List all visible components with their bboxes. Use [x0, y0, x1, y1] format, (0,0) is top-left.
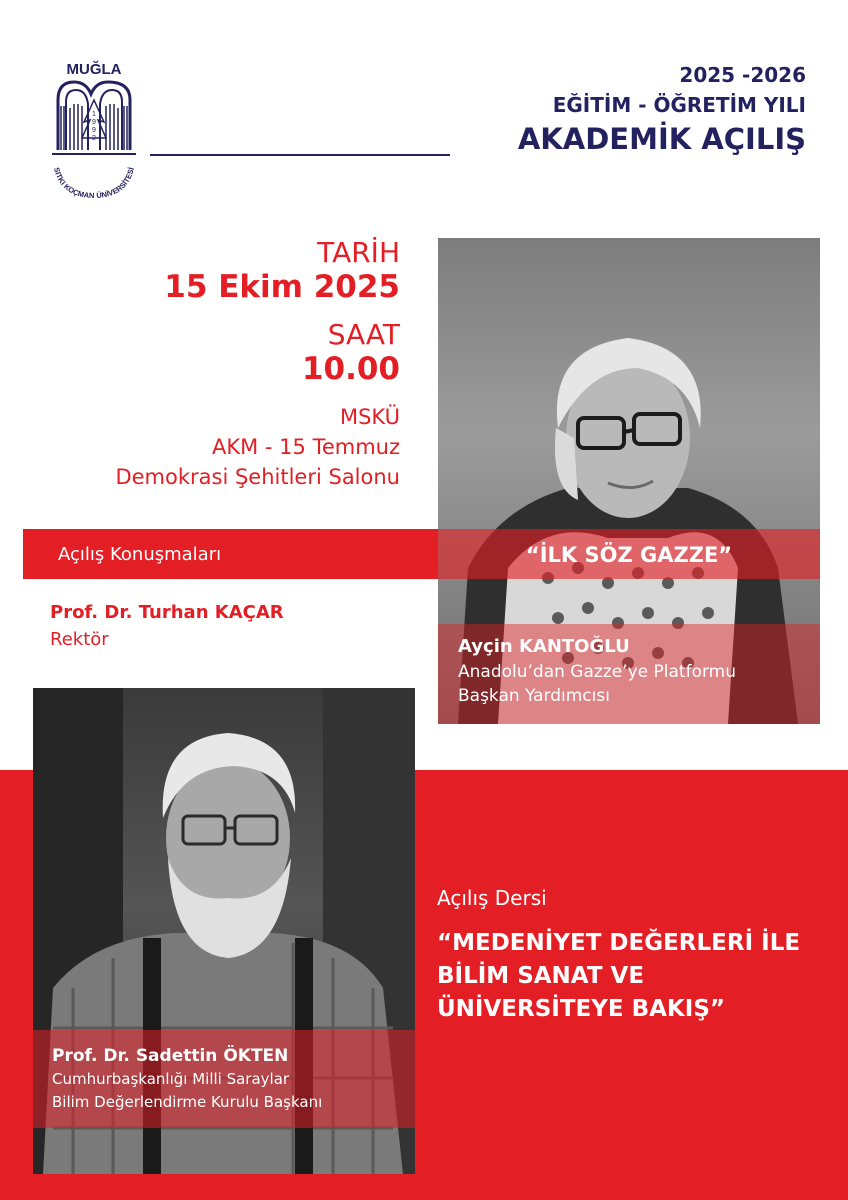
lecture-title-line: “MEDENİYET DEĞERLERİ İLE	[437, 930, 801, 956]
lecturer-name: Prof. Dr. Sadettin ÖKTEN	[52, 1046, 289, 1066]
time-label: SAAT	[327, 318, 400, 351]
lecture-title-line: BİLİM SANAT VE	[437, 963, 645, 989]
guest-talk-title: “İLK SÖZ GAZZE”	[525, 543, 733, 567]
date-label: TARİH	[317, 236, 400, 269]
lecturer-role: Cumhurbaşkanlığı Milli Saraylar	[52, 1070, 290, 1088]
logo-year-digit: 9	[92, 119, 96, 126]
lecturer-role: Bilim Değerlendirme Kurulu Başkanı	[52, 1093, 323, 1111]
guest-speaker-role: Başkan Yardımcısı	[458, 686, 610, 706]
logo-year-digit: 1	[92, 111, 96, 118]
venue-line: AKM - 15 Temmuz	[211, 435, 400, 459]
guest-speaker-name: Ayçin KANTOĞLU	[458, 636, 630, 657]
date-value: 15 Ekim 2025	[164, 269, 400, 305]
opening-speeches-label: Açılış Konuşmaları	[58, 544, 222, 565]
guest-speaker-role: Anadolu’dan Gazze’ye Platformu	[458, 662, 736, 682]
opening-lecture-label: Açılış Dersi	[437, 886, 547, 910]
venue-line: MSKÜ	[339, 405, 400, 429]
academic-years: 2025 -2026	[679, 63, 806, 87]
logo-ring-text: SITKI KOÇMAN ÜNİVERSİTESİ	[51, 166, 137, 201]
university-logo	[44, 58, 144, 206]
logo-year-digit: 9	[92, 127, 96, 134]
rector-name: Prof. Dr. Turhan KAÇAR	[50, 602, 284, 623]
time-value: 10.00	[301, 351, 400, 387]
logo-top-text: MUĞLA	[66, 61, 122, 78]
logo-year-digit: 2	[92, 135, 96, 142]
header-subtitle: EĞİTİM - ÖĞRETİM YILI	[552, 93, 806, 117]
page-title: AKADEMİK AÇILIŞ	[517, 122, 806, 156]
header-divider	[150, 154, 450, 156]
rector-title: Rektör	[50, 629, 109, 650]
lecture-title-line: ÜNİVERSİTEYE BAKIŞ”	[437, 996, 725, 1022]
venue-line: Demokrasi Şehitleri Salonu	[115, 465, 400, 489]
